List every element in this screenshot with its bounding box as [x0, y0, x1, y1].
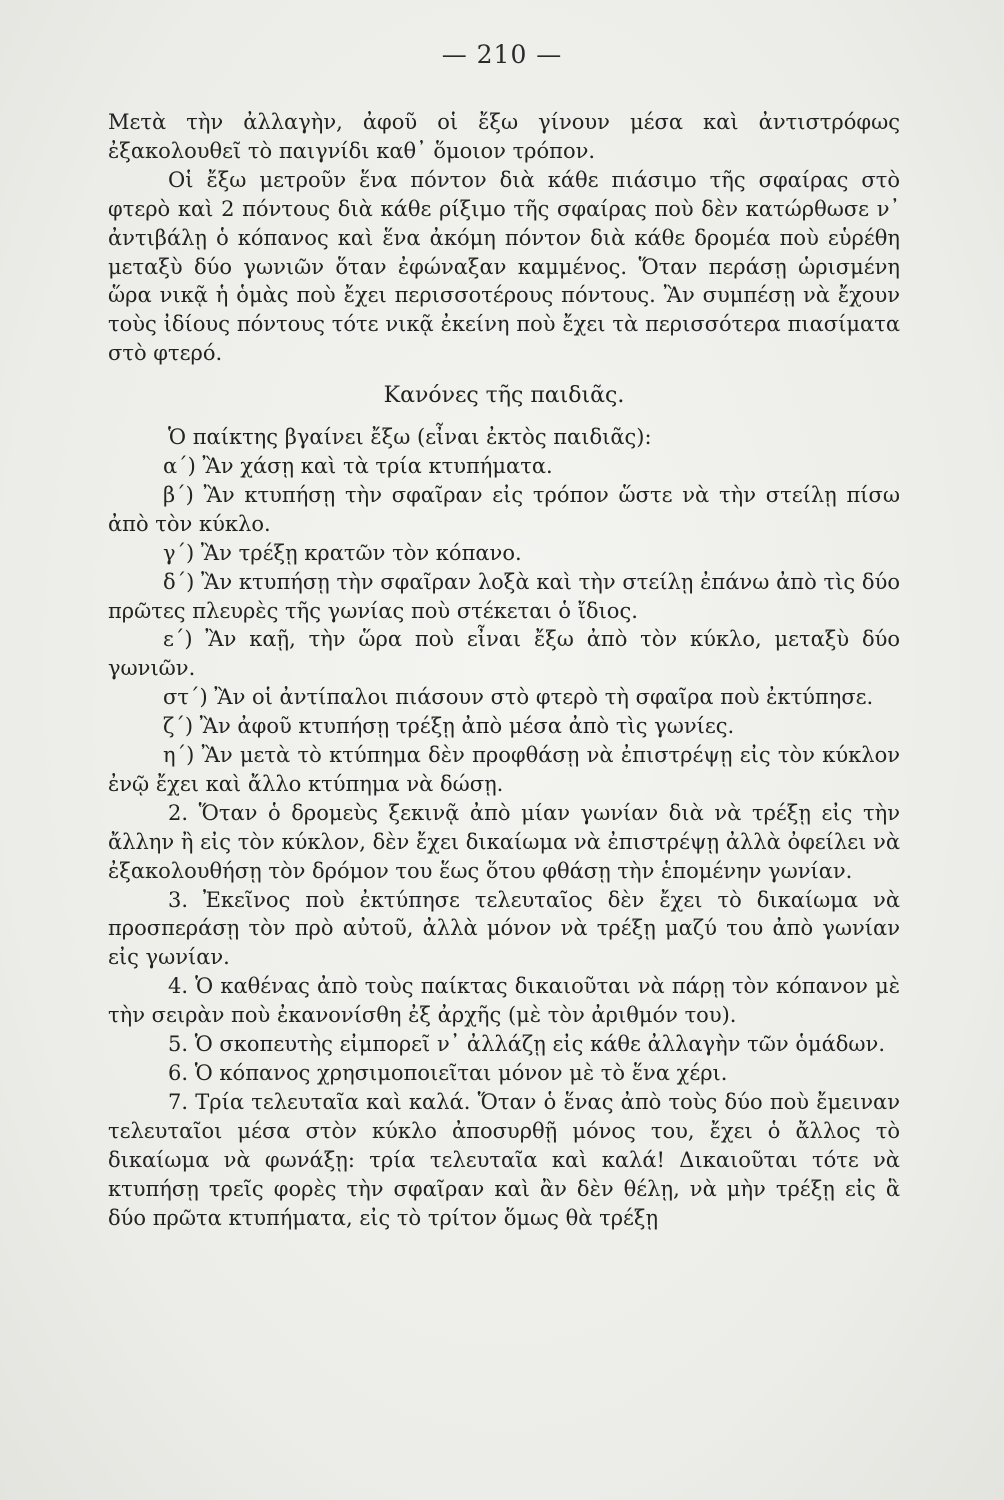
rule-1-item-st: στ΄) Ἂν οἱ ἀντίπαλοι πιάσουν στὸ φτερὸ τὴ σφαῖρα ποὺ ἐκτύπησε.: [163, 685, 874, 710]
page-text: [108, 108, 900, 1232]
rule-1-intro: Ὁ παίκτης βγαίνει ἔξω (εἶναι ἐκτὸς παιδιᾶς):: [168, 425, 652, 450]
rule-3: 3. Ἐκεῖνος ποὺ ἐκτύπησε τελευταῖος δὲν ἔχει τὸ δικαίωμα νὰ προσπεράσῃ τὸν πρὸ αὐτοῦ, ἀλλὰ μόνον νὰ τρέξῃ μαζύ του ἀπὸ γωνίαν εἰς γωνίαν.: [108, 887, 900, 970]
rule-1-item-d: δ΄) Ἂν κτυπήσῃ τὴν σφαῖραν λοξὰ καὶ τὴν στείλῃ ἐπάνω ἀπὸ τὶς δύο πρῶτες πλευρὲς τῆς γωνίας ποὺ στέκεται ὁ ἴδιος.: [108, 569, 900, 623]
rules-heading: Κανόνες τῆς παιδιᾶς.: [383, 383, 625, 409]
rule-5: 5. Ὁ σκοπευτὴς εἰμπορεῖ ν᾽ ἀλλάζῃ εἰς κάθε ἀλλαγὴν τῶν ὁμάδων.: [168, 1032, 885, 1057]
rule-1-item-h: η΄) Ἂν μετὰ τὸ κτύπημα δὲν προφθάσῃ νὰ ἐπιστρέψῃ εἰς τὸν κύκλον ἐνῷ ἔχει καὶ ἄλλο κτύπημα νὰ δώσῃ.: [108, 743, 900, 796]
rule-1-item-c: γ΄) Ἂν τρέξῃ κρατῶν τὸν κόπανο.: [163, 540, 522, 565]
rule-2: 2. Ὅταν ὁ δρομεὺς ξεκινᾷ ἀπὸ μίαν γωνίαν διὰ νὰ τρέξῃ εἰς τὴν ἄλλην ἢ εἰς τὸν κύκλον, δὲν ἔχει δικαίωμα νὰ ἐπιστρέψῃ ἀλλὰ ὀφείλει νὰ ἐξακολουθήσῃ τὸν δρόμον του ἕως ὅτου φθάσῃ τὴν ἑπομένην γωνίαν.: [108, 800, 900, 883]
rule-7: 7. Τρία τελευταῖα καὶ καλά. Ὅταν ὁ ἕνας ἀπὸ τοὺς δύο ποὺ ἔμειναν τελευταῖοι μέσα στὸν κύκλο ἀποσυρθῇ μόνος του, ἔχει ὁ ἄλλος τὸ δικαίωμα νὰ φωνάξῃ: τρία τελευταῖα καὶ καλά! Δικαιοῦται τότε νὰ κτυπήσῃ τρεῖς φορὲς τὴν σφαῖραν καὶ ἂν δὲν θέλῃ, νὰ μὴν τρέξῃ εἰς ἃ δύο πρῶτα κτυπήματα, εἰς τὸ τρίτον ὅμως θὰ τρέξῃ: [108, 1089, 900, 1230]
rule-6: 6. Ὁ κόπανος χρησιμοποιεῖται μόνον μὲ τὸ ἕνα χέρι.: [168, 1061, 728, 1085]
rule-1-item-e: ε΄) Ἂν καῇ, τὴν ὥρα ποὺ εἶναι ἔξω ἀπὸ τὸν κύκλο, μεταξὺ δύο γωνιῶν.: [108, 627, 900, 681]
rule-1-item-b: β΄) Ἂν κτυπήσῃ τὴν σφαῖραν εἰς τρόπον ὥστε νὰ τὴν στείλῃ πίσω ἀπὸ τὸν κύκλο.: [108, 482, 900, 536]
rule-1-item-a: α΄) Ἂν χάσῃ καὶ τὰ τρία κτυπήματα.: [163, 453, 553, 478]
rule-1-item-z: ζ΄) Ἂν ἀφοῦ κτυπήσῃ τρέξῃ ἀπὸ μέσα ἀπὸ τὶς γωνίες.: [163, 714, 735, 739]
paragraph-intro-2: Οἱ ἔξω μετροῦν ἕνα πόντον διὰ κάθε πιάσιμο τῆς σφαίρας στὸ φτερὸ καὶ 2 πόντους διὰ κάθε ρίξιμο τῆς σφαίρας ποὺ δὲν κατώρθωσε ν᾽ ἀντιβάλῃ ὁ κόπανος καὶ ἕνα ἀκόμη πόντον διὰ κάθε δρομέα ποὺ εὑρέθη μεταξὺ δύο γωνιῶν ὅταν ἐφώναξαν καμμένος. Ὅταν περάσῃ ὡρισμένη ὥρα νικᾷ ἡ ὁμὰς ποὺ ἔχει περισσοτέρους πόντους. Ἂν συμπέσῃ νὰ ἔχουν τοὺς ἰδίους πόντους τότε νικᾷ ἐκείνη ποὺ ἔχει τὰ περισσότερα πιασίματα στὸ φτερό.: [108, 167, 900, 366]
page-number: — 210 —: [441, 40, 563, 69]
paragraph-intro-1: Μετὰ τὴν ἀλλαγὴν, ἀφοῦ οἱ ἔξω γίνουν μέσα καὶ ἀντιστρόφως ἐξακολουθεῖ τὸ παιγνίδι καθ᾽ ὅμοιον τρόπον.: [108, 110, 900, 163]
rule-4: 4. Ὁ καθένας ἀπὸ τοὺς παίκτας δικαιοῦται νὰ πάρῃ τὸν κόπανον μὲ τὴν σειρὰν ποὺ ἐκανονίσθη ἐξ ἀρχῆς (μὲ τὸν ἀριθμόν του).: [108, 974, 900, 1028]
